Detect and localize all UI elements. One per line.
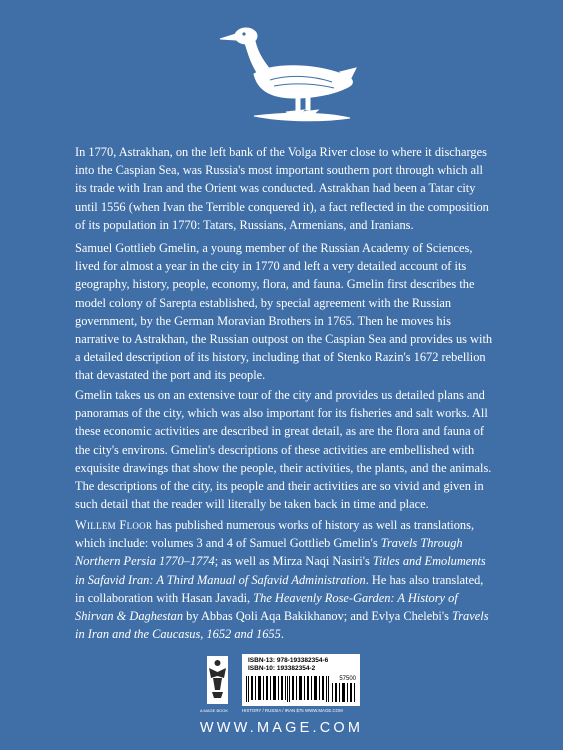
isbn-13: ISBN-13: 978-193382354-6 <box>248 657 329 664</box>
isbn-10: ISBN-10: 193382354-2 <box>248 665 316 672</box>
book-title-travels-northern-persia: Travels Through Northern Persia 1770–1774 <box>75 536 463 569</box>
book-title-travels-iran-caucasus: Travels in Iran and the Caucasus, 1652 and 1655 <box>75 609 489 642</box>
paragraph-astrakhan-history: In 1770, Astrakhan, on the left bank of the Volga River close to where it discharges into the Caspian Sea, was Russia's most important southern port through which all its trade with Iran and the Orient was conducted. Astrakhan had been a Tatar city until 1556 (when Ivan the Terrible conquered it), a fact reflected in the composition of its population in 1770: Tatars, Russians, Armenians, and Iranians. <box>75 145 489 232</box>
price-code: 57500 <box>339 676 356 682</box>
mage-eagle-logo-icon <box>207 656 228 704</box>
book-title-heavenly-rose-garden: The Heavenly Rose-Garden: A History of Shirvan & Daghestan <box>75 590 458 624</box>
bio-text-4: by Abbas Qoli Aqa Bakikhanov; and Evlya Chelebi's <box>183 609 453 624</box>
publisher-website: WWW.MAGE.COM <box>199 720 364 736</box>
paragraph-gmelin-account: Samuel Gottlieb Gmelin, a young member of the Russian Academy of Sciences, lived for almost a year in the city in 1770 and left a very detailed account of its geography, history, people, economy, flora, and fauna. Gmelin first describes the model colony of Sarepta established, by special agreement with the Russian government, by the German Moravian Brothers in 1765. Then he moves his narrative to Astrakhan, the Russian outpost on the Caspian Sea and provides us with a detailed description of its history, including that of Stenko Razin's 1672 rebellion that devastated the port and its people. <box>75 241 493 383</box>
bio-text-2: ; as well as Mirza Naqi Nasiri's <box>214 554 373 569</box>
barcode-bars-icon <box>246 676 330 702</box>
goose-illustration-icon <box>214 22 358 136</box>
paragraph-city-tour: Gmelin takes us on an extensive tour of the city and provides us detailed plans and panoramas of the city, which was also important for its fisheries and salt works. All these economic activities are described in great detail, as are the flora and fauna of the city's environs. Gmelin's descriptions of these activities are embellished with exquisite drawings that show the people, their activities, the plants, and the animals. The descriptions of the city, its people and their activities are so vivid and given in such detail that the reader will literally be taken back in time and place. <box>75 388 492 512</box>
price-barcode-bars-icon <box>332 683 356 702</box>
publisher-logo-label: A MAGE BOOK <box>200 708 229 713</box>
bio-text-1: has published numerous works of history as well as translations, which include: volumes 3 and 4 of Samuel Gottlieb Gmelin's <box>75 518 475 551</box>
author-bio <box>75 516 495 643</box>
isbn-barcode <box>242 654 360 706</box>
author-name: Willem Floor <box>75 518 153 532</box>
category-price-caption: HISTORY / RUSSIA / IRAN $75 WWW.MAGE.COM <box>242 708 343 713</box>
bio-text-5: . <box>280 627 284 642</box>
bio-text-3: . He has also translated, in collaboration with Hasan Javadi, <box>75 572 484 605</box>
book-title-titles-emoluments: Titles and Emoluments in Safavid Iran: A Third Manual of Safavid Administration <box>75 554 486 587</box>
